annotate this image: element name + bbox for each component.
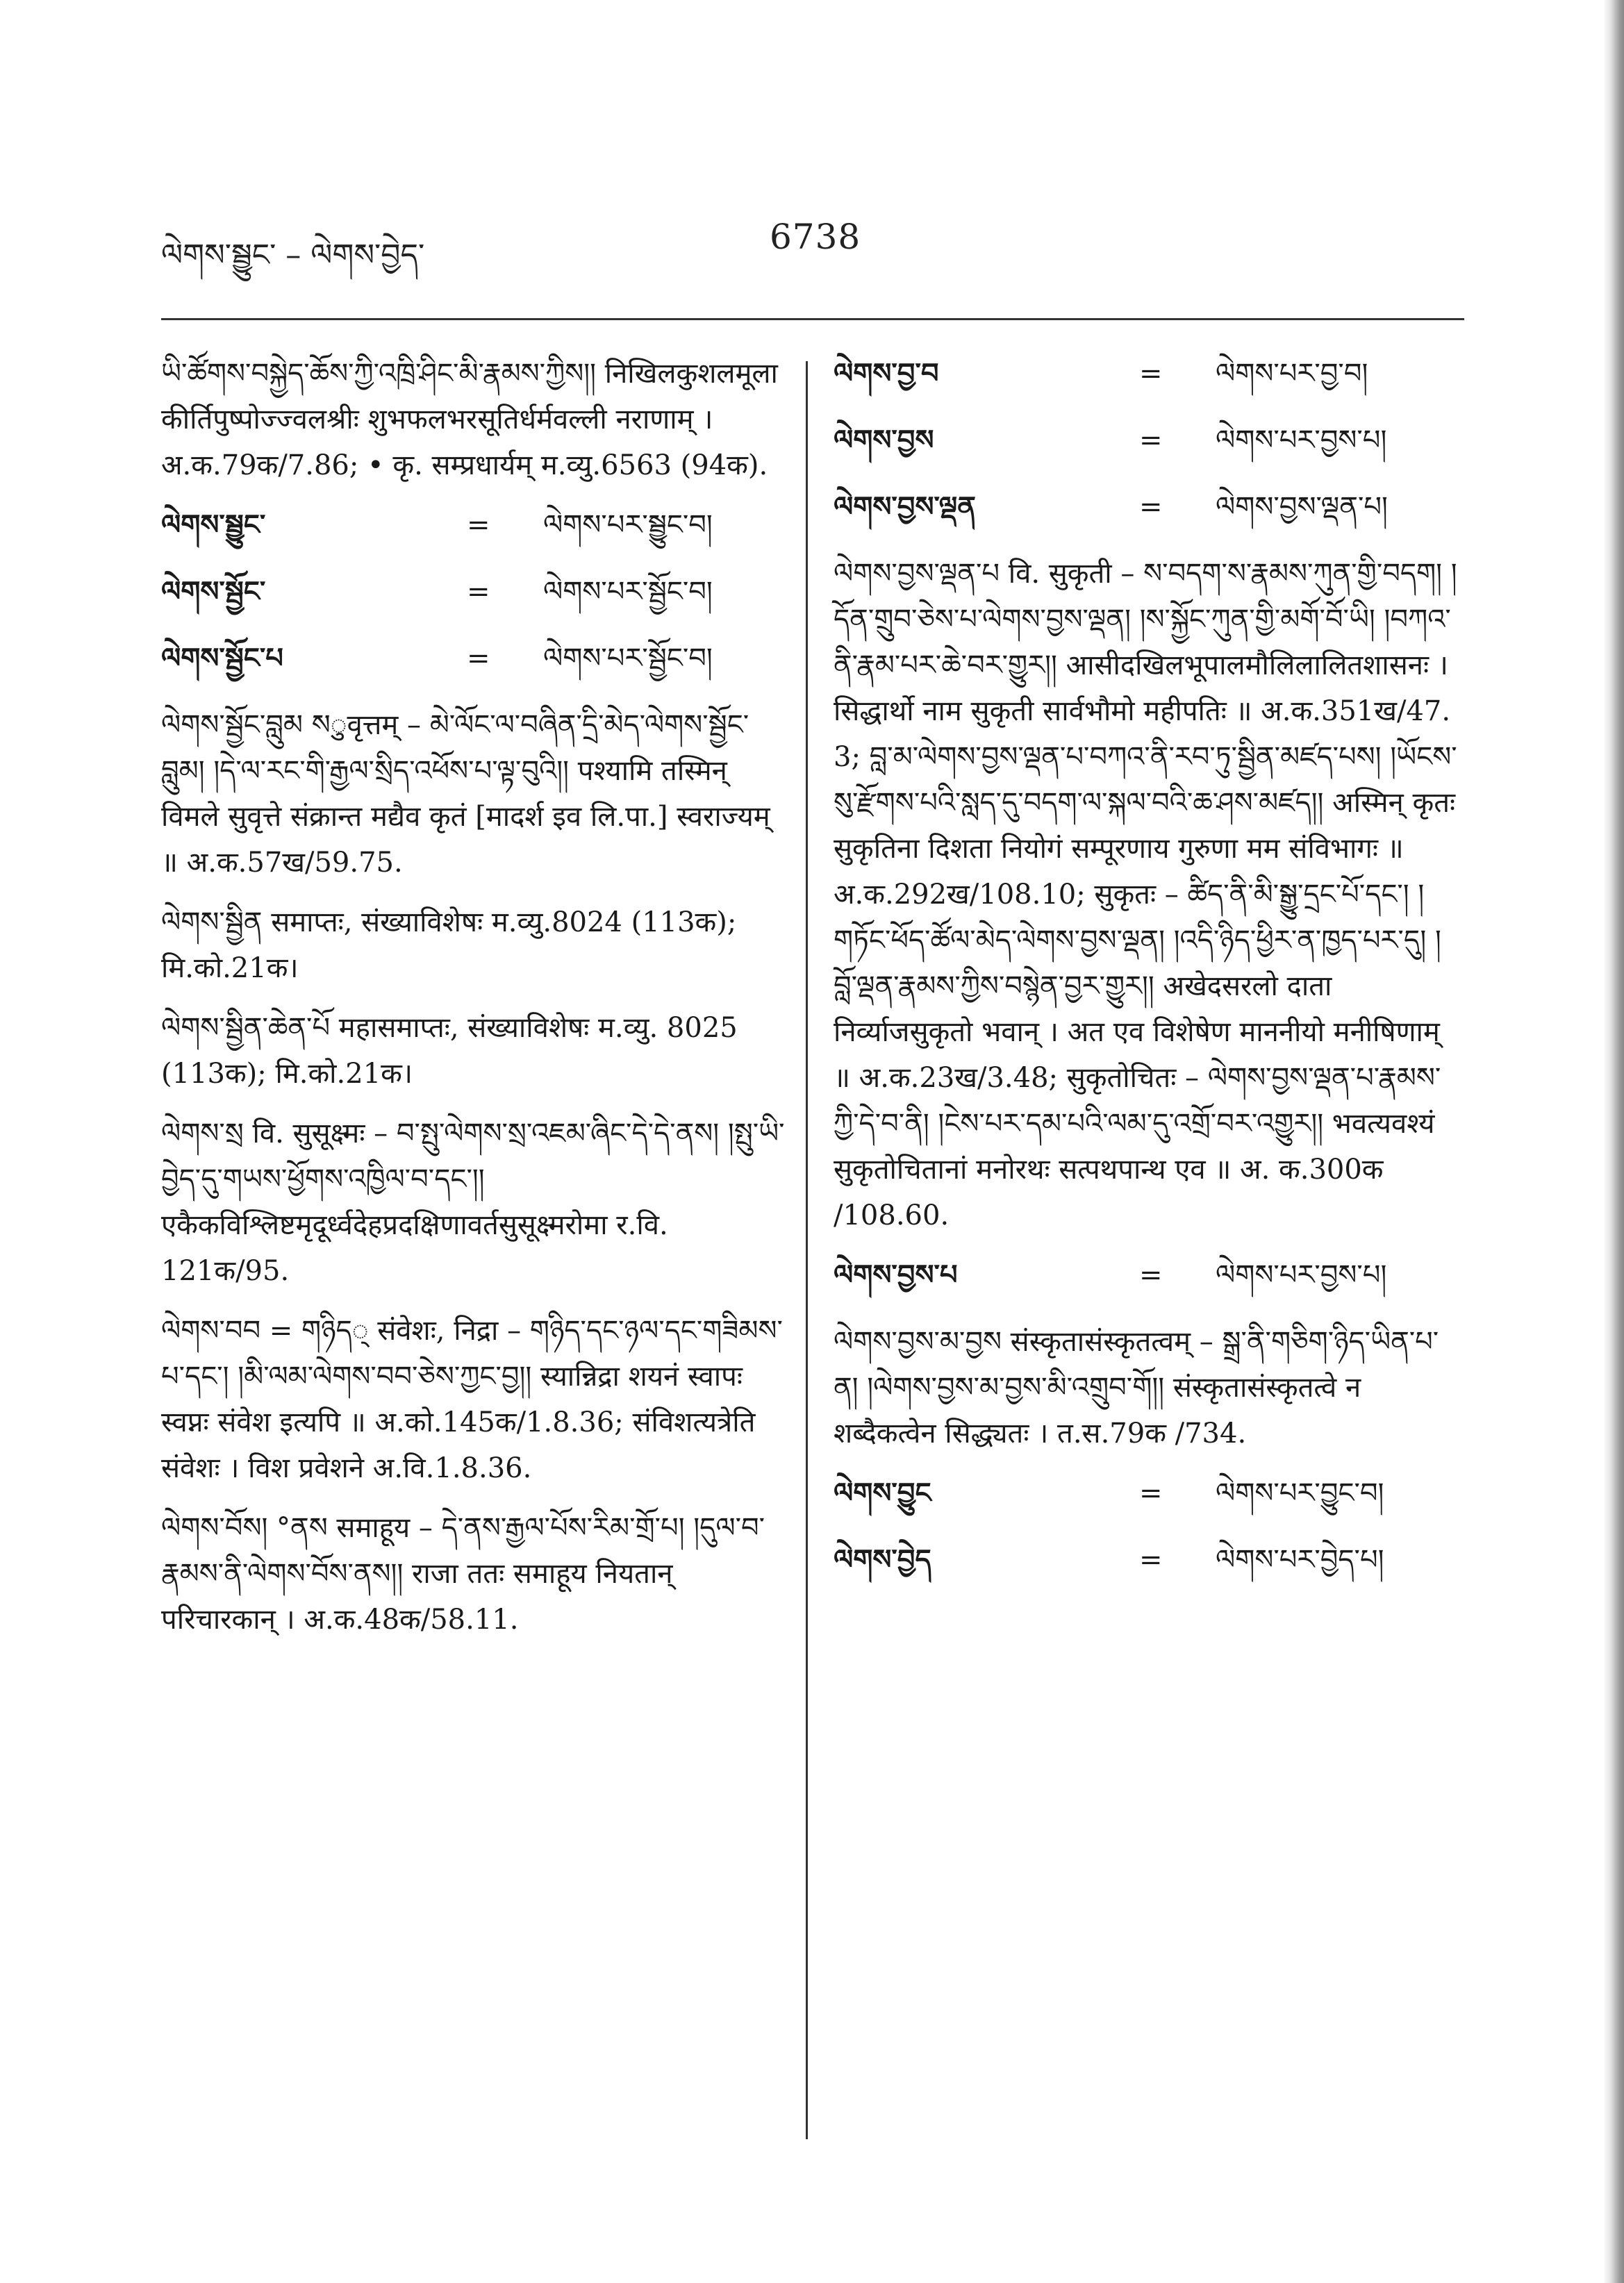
xref-entry: [834, 484, 1459, 530]
dictionary-entry: ལེགས་བྱས་མ་བྱས संस्कृतासंस्कृतत्वम् – སྒྲ་ནི་གཅིག་ཉིད་ཡིན་པ་ན། །ལེགས་བྱས་མ་བྱས་མི་འགྲུབ་གོ།། संस्कृतासंस्कृतत्वे न शब्दैकत्वेन सिद्ध्यतः । त.स.79क /734.: [834, 1326, 1439, 1450]
xref-target: ལེགས་པར་སྦྱོང་བ།: [543, 642, 713, 674]
dictionary-entry: ལེགས་བྱས་ལྡན་པ वि. सुकृती – ས་བདག་ས་རྣམས་ཀུན་གྱི་བདག། །དོན་གྲུབ་ཅེས་པ་ལེགས་བྱས་ལྡན། །ས་སྐྱོང་ཀུན་གྱི་མགོ་བོ་ཡི། །བཀའ་ནི་རྣམ་པར་ཆེ་བར་གྱུར།། आसीदखिलभूपालमौलिलालितशासनः । सिद्धार्थो नाम सुकृती सार्वभौमो महीपतिः ॥ अ.क.351ख/47. 3; བླ་མ་ལེགས་བྱས་ལྡན་པ་བཀའ་ནི་རབ་ཏུ་སྦྱིན་མཛད་པས། །ཡོངས་སུ་རྫོགས་པའི་སླད་དུ་བདག་ལ་སྐལ་བའི་ཆ་ཤས་མཛད།། अस्मिन् कृतः सुकृतिना दिशता नियोगं सम्पूरणाय गुरुणा मम संविभागः ॥ अ.क.292ख/108.10; सुकृतः – ཚིད་ནི་མི་སྒྱུ་དྲང་པོ་དང་། །གཏོང་ཕོད་ཚོལ་མེད་ལེགས་བྱས་ལྡན། །འདི་ཉིད་ཕྱིར་ན་ཁྱད་པར་དུ། །བློ་ལྡན་རྣམས་ཀྱིས་བསྙེན་བྱར་གྱུར།། अखेदसरलो दाता निर्व्याजसुकृतो भवान् । अत एव विशेषेण माननीयो मनीषिणाम् ॥ अ.क.23ख/3.48; सुकृतोचितः – ལེགས་བྱས་ལྡན་པ་རྣམས་ཀྱི་དེ་བ་ནི། །ངེས་པར་དམ་པའི་ལམ་དུ་འགྲོ་བར་འགྱུར།། भवत्यवश्यं सुकृतोचितानां मनोरथः सत्पथपान्थ एव ॥ अ. क.300क /108.60.: [834, 558, 1457, 1231]
dictionary-entry: ལེགས་སྲ वि. सुसूक्ष्मः – བ་སྤུ་ལེགས་སྲ་འཇམ་ཞིང་དེ་དེ་ནས། །སྤུ་ཡི་བྱེད་དུ་གཡས་ཕྱོགས་འཁྱིལ་བ་དང་།། एकैकविश्लिष्टमृदूर्ध्वदेहप्रदक्षिणावर्तसुसूक्ष्मरोमा र.वि. 121क/95.: [161, 1118, 785, 1287]
headword: ལེགས་སྦྱོང་: [161, 575, 266, 608]
dictionary-entry: ལེགས་སྦྱིན་ཆེན་པོ महासमाप्तः, संख्याविशेषः म.व्यु. 8025 (113क); मि.को.21क।: [161, 1012, 738, 1090]
equals-sign: =: [467, 509, 490, 541]
xref-entry: [834, 1470, 1459, 1516]
page-number: 6738: [770, 217, 861, 257]
xref-target: ལེགས་པར་སྦྱུང་བ།: [543, 509, 713, 541]
running-head: ལེགས་སྦྱུང་ – ལེགས་བྱེད་: [161, 238, 425, 273]
xref-entry: [161, 569, 786, 615]
xref-target: ལེགས་པར་སྦྱོང་བ།: [543, 576, 713, 608]
xref-target: ལེགས་པར་བྱས་པ།: [1216, 424, 1387, 456]
headword: ལེགས་བྱ་བ: [834, 357, 939, 390]
headword: ལེགས་བྱས: [834, 424, 934, 456]
headword: ལེགས་བྱས་ལྡན: [834, 490, 976, 523]
xref-entry: [161, 502, 786, 548]
xref-entry: [834, 417, 1459, 463]
column-divider: [806, 361, 808, 2139]
header-rule: [161, 318, 1464, 320]
scan-edge-shadow: [1603, 0, 1624, 2283]
headword: ལེགས་བྱུང: [834, 1477, 931, 1509]
equals-sign: =: [1139, 1544, 1163, 1576]
equals-sign: =: [1139, 1259, 1163, 1291]
xref-entry: [834, 351, 1459, 397]
right-column: [834, 351, 1459, 1604]
equals-sign: =: [467, 642, 490, 674]
dictionary-entry: ལེགས་སྦྱོང་བླུམ སुवृत्तम् – མེ་ལོང་ལ་བཞིན་དྲི་མེད་ལེགས་སྦྱོང་བླུམ། །དེ་ལ་རང་གི་རྒྱལ་སྲིད་འཕོས་པ་ལྟ་བུའི།། पश्यामि तस्मिन् विमले सुवृत्ते संक्रान्त मद्यैव कृतं [मादर्श इव लि.पा.] स्वराज्यम् ॥ अ.क.57ख/59.75.: [161, 709, 770, 879]
equals-sign: =: [1139, 424, 1163, 456]
equals-sign: =: [1139, 358, 1163, 390]
headword: ལེགས་བྱས་པ: [834, 1259, 958, 1291]
entry-continuation: ཡི་ཚོགས་བསྐྱེད་ཆོས་ཀྱི་འཁྲི་ཤིང་མི་རྣམས་ཀྱིས།། निखिलकुशलमूला कीर्तिपुष्पोज्ज्वलश्रीः शुभफलभरसूतिर्धर्मवल्ली नराणाम् । अ.क.79क/7.86; • कृ. सम्प्रधार्यम् म.व्यु.6563 (94क).: [161, 358, 778, 481]
dictionary-entry: ལེགས་སྦྱིན समाप्तः, संख्याविशेषः म.व्यु.8024 (113क); मि.को.21क।: [161, 906, 737, 984]
xref-entry: [834, 1537, 1459, 1583]
left-column: [161, 351, 786, 1657]
dictionary-entry: ལེགས་བོས། °ནས समाहूय – དེ་ནས་རྒྱལ་པོས་རིམ་གྲོ་པ། །དུལ་བ་རྣམས་ནི་ལེགས་བོས་ནས།། राजा ततः समाहूय नियतान् परिचारकान् । अ.क.48क/58.11.: [161, 1512, 765, 1636]
xref-target: ལེགས་པར་བྱུང་བ།: [1216, 1477, 1384, 1509]
xref-entry: [834, 1252, 1459, 1298]
xref-target: ལེགས་པར་བྱ་བ།: [1216, 358, 1368, 390]
xref-target: ལེགས་བྱས་ལྡན་པ།: [1216, 491, 1388, 523]
equals-sign: =: [1139, 491, 1163, 523]
headword: ལེགས་སྦྱུང་: [161, 508, 266, 541]
xref-target: ལེགས་པར་བྱས་པ།: [1216, 1259, 1387, 1291]
equals-sign: =: [467, 576, 490, 608]
xref-target: ལེགས་པར་བྱེད་པ།: [1216, 1544, 1384, 1576]
headword: ལེགས་བྱེད: [834, 1543, 931, 1576]
dictionary-entry: ལེགས་བབ = གཉིད् संवेशः, निद्रा – གཉིད་དང་ཉལ་དང་གཟིམས་པ་དང་། །མི་ལམ་ལེགས་བབ་ཅེས་ཀྱང་བྱ།། स्यान्निद्रा शयनं स्वापः स्वप्नः संवेश इत्यपि ॥ अ.को.145क/1.8.36; संविशत्यत्रेति संवेशः । विश प्रवेशने अ.वि.1.8.36.: [161, 1315, 783, 1484]
headword: ལེགས་སྦྱོང་པ: [161, 642, 283, 674]
equals-sign: =: [1139, 1477, 1163, 1509]
xref-entry: [161, 636, 786, 681]
